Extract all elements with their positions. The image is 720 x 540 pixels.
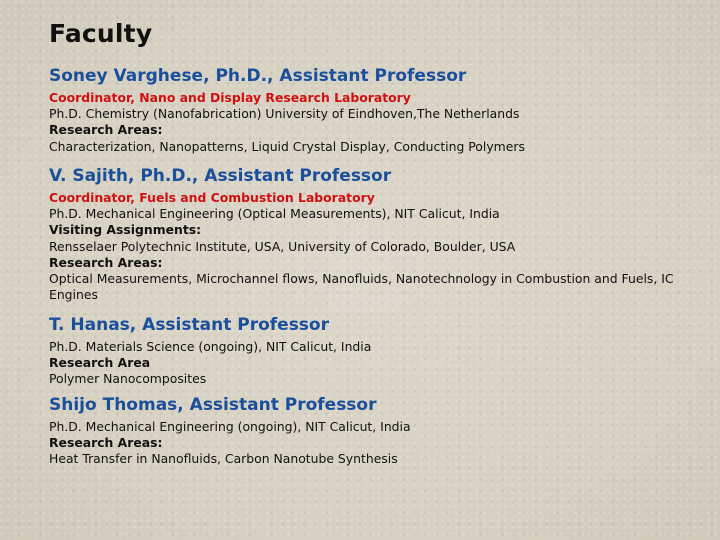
- faculty-entry-sajith: [49, 166, 699, 303]
- faculty-degree: Ph.D. Chemistry (Nanofabrication) University of Eindhoven,The Netherlands: [49, 106, 520, 122]
- faculty-entry-thomas: [49, 395, 699, 468]
- research-label: Research Area: [49, 355, 151, 371]
- research-areas: Polymer Nanocomposites: [49, 371, 207, 387]
- research-areas: Heat Transfer in Nanofluids, Carbon Nanotube Synthesis: [49, 451, 398, 467]
- faculty-role: Coordinator, Fuels and Combustion Laboratory: [49, 190, 375, 205]
- faculty-name: V. Sajith, Ph.D., Assistant Professor: [49, 166, 392, 186]
- faculty-name: T. Hanas, Assistant Professor: [49, 315, 329, 335]
- research-label: Research Areas:: [49, 122, 163, 138]
- research-label: Research Areas:: [49, 435, 163, 451]
- research-areas: Characterization, Nanopatterns, Liquid Crystal Display, Conducting Polymers: [49, 138, 525, 154]
- faculty-role: Coordinator, Nano and Display Research Laboratory: [49, 90, 411, 105]
- faculty-name: Soney Varghese, Ph.D., Assistant Professor: [49, 66, 467, 86]
- research-label: Research Areas:: [49, 254, 163, 270]
- page-title: Faculty: [49, 19, 153, 48]
- visiting-assignments: Rensselaer Polytechnic Institute, USA, University of Colorado, Boulder, USA: [49, 238, 516, 254]
- faculty-entry-varghese: [49, 66, 699, 155]
- visiting-label: Visiting Assignments:: [49, 222, 202, 238]
- faculty-degree: Ph.D. Materials Science (ongoing), NIT Calicut, India: [49, 339, 372, 354]
- faculty-degree: Ph.D. Mechanical Engineering (ongoing), NIT Calicut, India: [49, 419, 411, 434]
- faculty-entry-hanas: [49, 315, 699, 388]
- research-areas: Optical Measurements, Microchannel flows, Nanofluids, Nanotechnology in Combustion and Fuels, IC Engines: [49, 271, 674, 303]
- faculty-degree: Ph.D. Mechanical Engineering (Optical Measurements), NIT Calicut, India: [49, 206, 500, 222]
- faculty-name: Shijo Thomas, Assistant Professor: [49, 395, 377, 415]
